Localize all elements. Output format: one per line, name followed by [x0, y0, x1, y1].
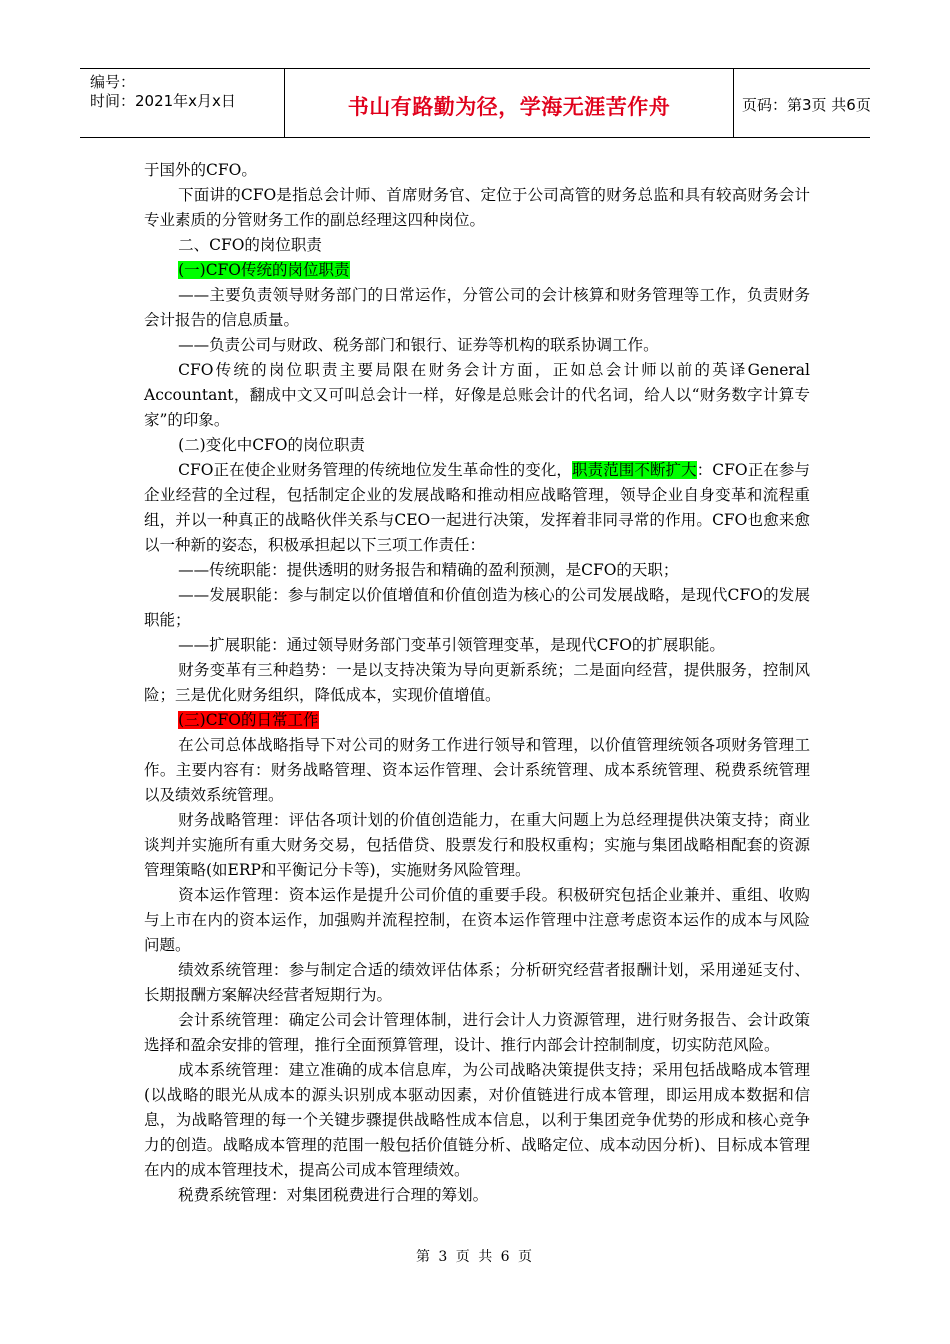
header-motto-cell: [285, 69, 734, 137]
highlighted-phrase: 职责范围不断扩大: [572, 461, 697, 479]
paragraph: ——负责公司与财政、税务部门和银行、证券等机构的联系协调工作。: [178, 336, 659, 354]
paragraph: 下面讲的CFO是指总会计师、首席财务官、定位于公司高管的财务总监和具有较高财务会计专业素质的分管财务工作的副总经理这四种岗位。: [144, 186, 810, 229]
paragraph-text: ：CFO正在参与企业经营的全过程，包括制定企业的发展战略和推动相应战略管理，领导企业自身变革和流程重组，并以一种真正的战略伙伴关系与CEO一起进行决策，发挥着非同寻常的作用。CFO也愈来愈以一种新的姿态，积极承担起以下三项工作责任：: [144, 461, 810, 554]
document-body: [144, 158, 810, 1208]
paragraph: ——发展职能：参与制定以价值增值和价值创造为核心的公司发展战略，是现代CFO的发展职能；: [144, 586, 810, 629]
highlighted-heading: (一)CFO传统的岗位职责: [178, 261, 350, 279]
header-meta-cell: [80, 69, 285, 137]
paragraph: CFO传统的岗位职责主要局限在财务会计方面，正如总会计师以前的英译General Accountant，翻成中文又可叫总会计一样，好像是总账会计的代名词，给人以“财务数字计算专家”的印象。: [144, 361, 810, 429]
paragraph: ——传统职能：提供透明的财务报告和精确的盈利预测，是CFO的天职；: [178, 561, 679, 579]
paragraph-text: CFO正在使企业财务管理的传统地位发生革命性的变化，: [178, 461, 573, 479]
paragraph: 于国外的CFO。: [144, 161, 257, 179]
page-footer: 第 3 页 共 6 页: [415, 1249, 535, 1265]
section-heading: 二、CFO的岗位职责: [178, 236, 322, 254]
header-page-info: 页码：第3页 共6页: [742, 96, 871, 114]
paragraph: 税费系统管理：对集团税费进行合理的筹划。: [178, 1186, 489, 1204]
paragraph: 成本系统管理：建立准确的成本信息库，为公司战略决策提供支持；采用包括战略成本管理(以战略的眼光从成本的源头识别成本驱动因素，对价值链进行成本管理，即运用成本数据和信息，为战略管理的每一个关键步骤提供战略性成本信息，以利于集团竞争优势的形成和核心竞争力的创造。战略成本管理的范围一般包括价值链分析、战略定位、成本动因分析)、目标成本管理在内的成本管理技术，提高公司成本管理绩效。: [144, 1061, 810, 1179]
document-number-label: 编号：: [90, 73, 136, 91]
header-motto: 书山有路勤为径，学海无涯苦作舟: [347, 95, 671, 119]
subsection-heading: (二)变化中CFO的岗位职责: [178, 436, 366, 454]
page-header: [80, 68, 870, 138]
subsection-heading: [144, 258, 810, 283]
paragraph: ——扩展职能：通过领导财务部门变革引领管理变革，是现代CFO的扩展职能。: [178, 636, 725, 654]
paragraph: [144, 458, 810, 558]
paragraph: 资本运作管理：资本运作是提升公司价值的重要手段。积极研究包括企业兼并、重组、收购与上市在内的资本运作，加强购并流程控制，在资本运作管理中注意考虑资本运作的成本与风险问题。: [144, 886, 810, 954]
paragraph: 财务变革有三种趋势：一是以支持决策为导向更新系统；二是面向经营，提供服务，控制风险；三是优化财务组织，降低成本，实现价值增值。: [144, 661, 810, 704]
paragraph: ——主要负责领导财务部门的日常运作，分管公司的会计核算和财务管理等工作，负责财务会计报告的信息质量。: [144, 286, 810, 329]
paragraph: 财务战略管理：评估各项计划的价值创造能力，在重大问题上为总经理提供决策支持；商业谈判并实施所有重大财务交易，包括借贷、股票发行和股权重构；实施与集团战略相配套的资源管理策略(如ERP和平衡记分卡等)，实施财务风险管理。: [144, 811, 810, 879]
highlighted-heading: (三)CFO的日常工作: [178, 711, 319, 729]
subsection-heading: [144, 708, 810, 733]
paragraph: 会计系统管理：确定公司会计管理体制，进行会计人力资源管理，进行财务报告、会计政策选择和盈余安排的管理，推行全面预算管理，设计、推行内部会计控制制度，切实防范风险。: [144, 1011, 810, 1054]
paragraph: 在公司总体战略指导下对公司的财务工作进行领导和管理，以价值管理统领各项财务管理工作。主要内容有：财务战略管理、资本运作管理、会计系统管理、成本系统管理、税费系统管理以及绩效系统管理。: [144, 736, 810, 804]
header-page-cell: [734, 69, 870, 137]
document-date: 时间：2021年x月x日: [90, 92, 236, 110]
paragraph: 绩效系统管理：参与制定合适的绩效评估体系；分析研究经营者报酬计划，采用递延支付、长期报酬方案解决经营者短期行为。: [144, 961, 810, 1004]
